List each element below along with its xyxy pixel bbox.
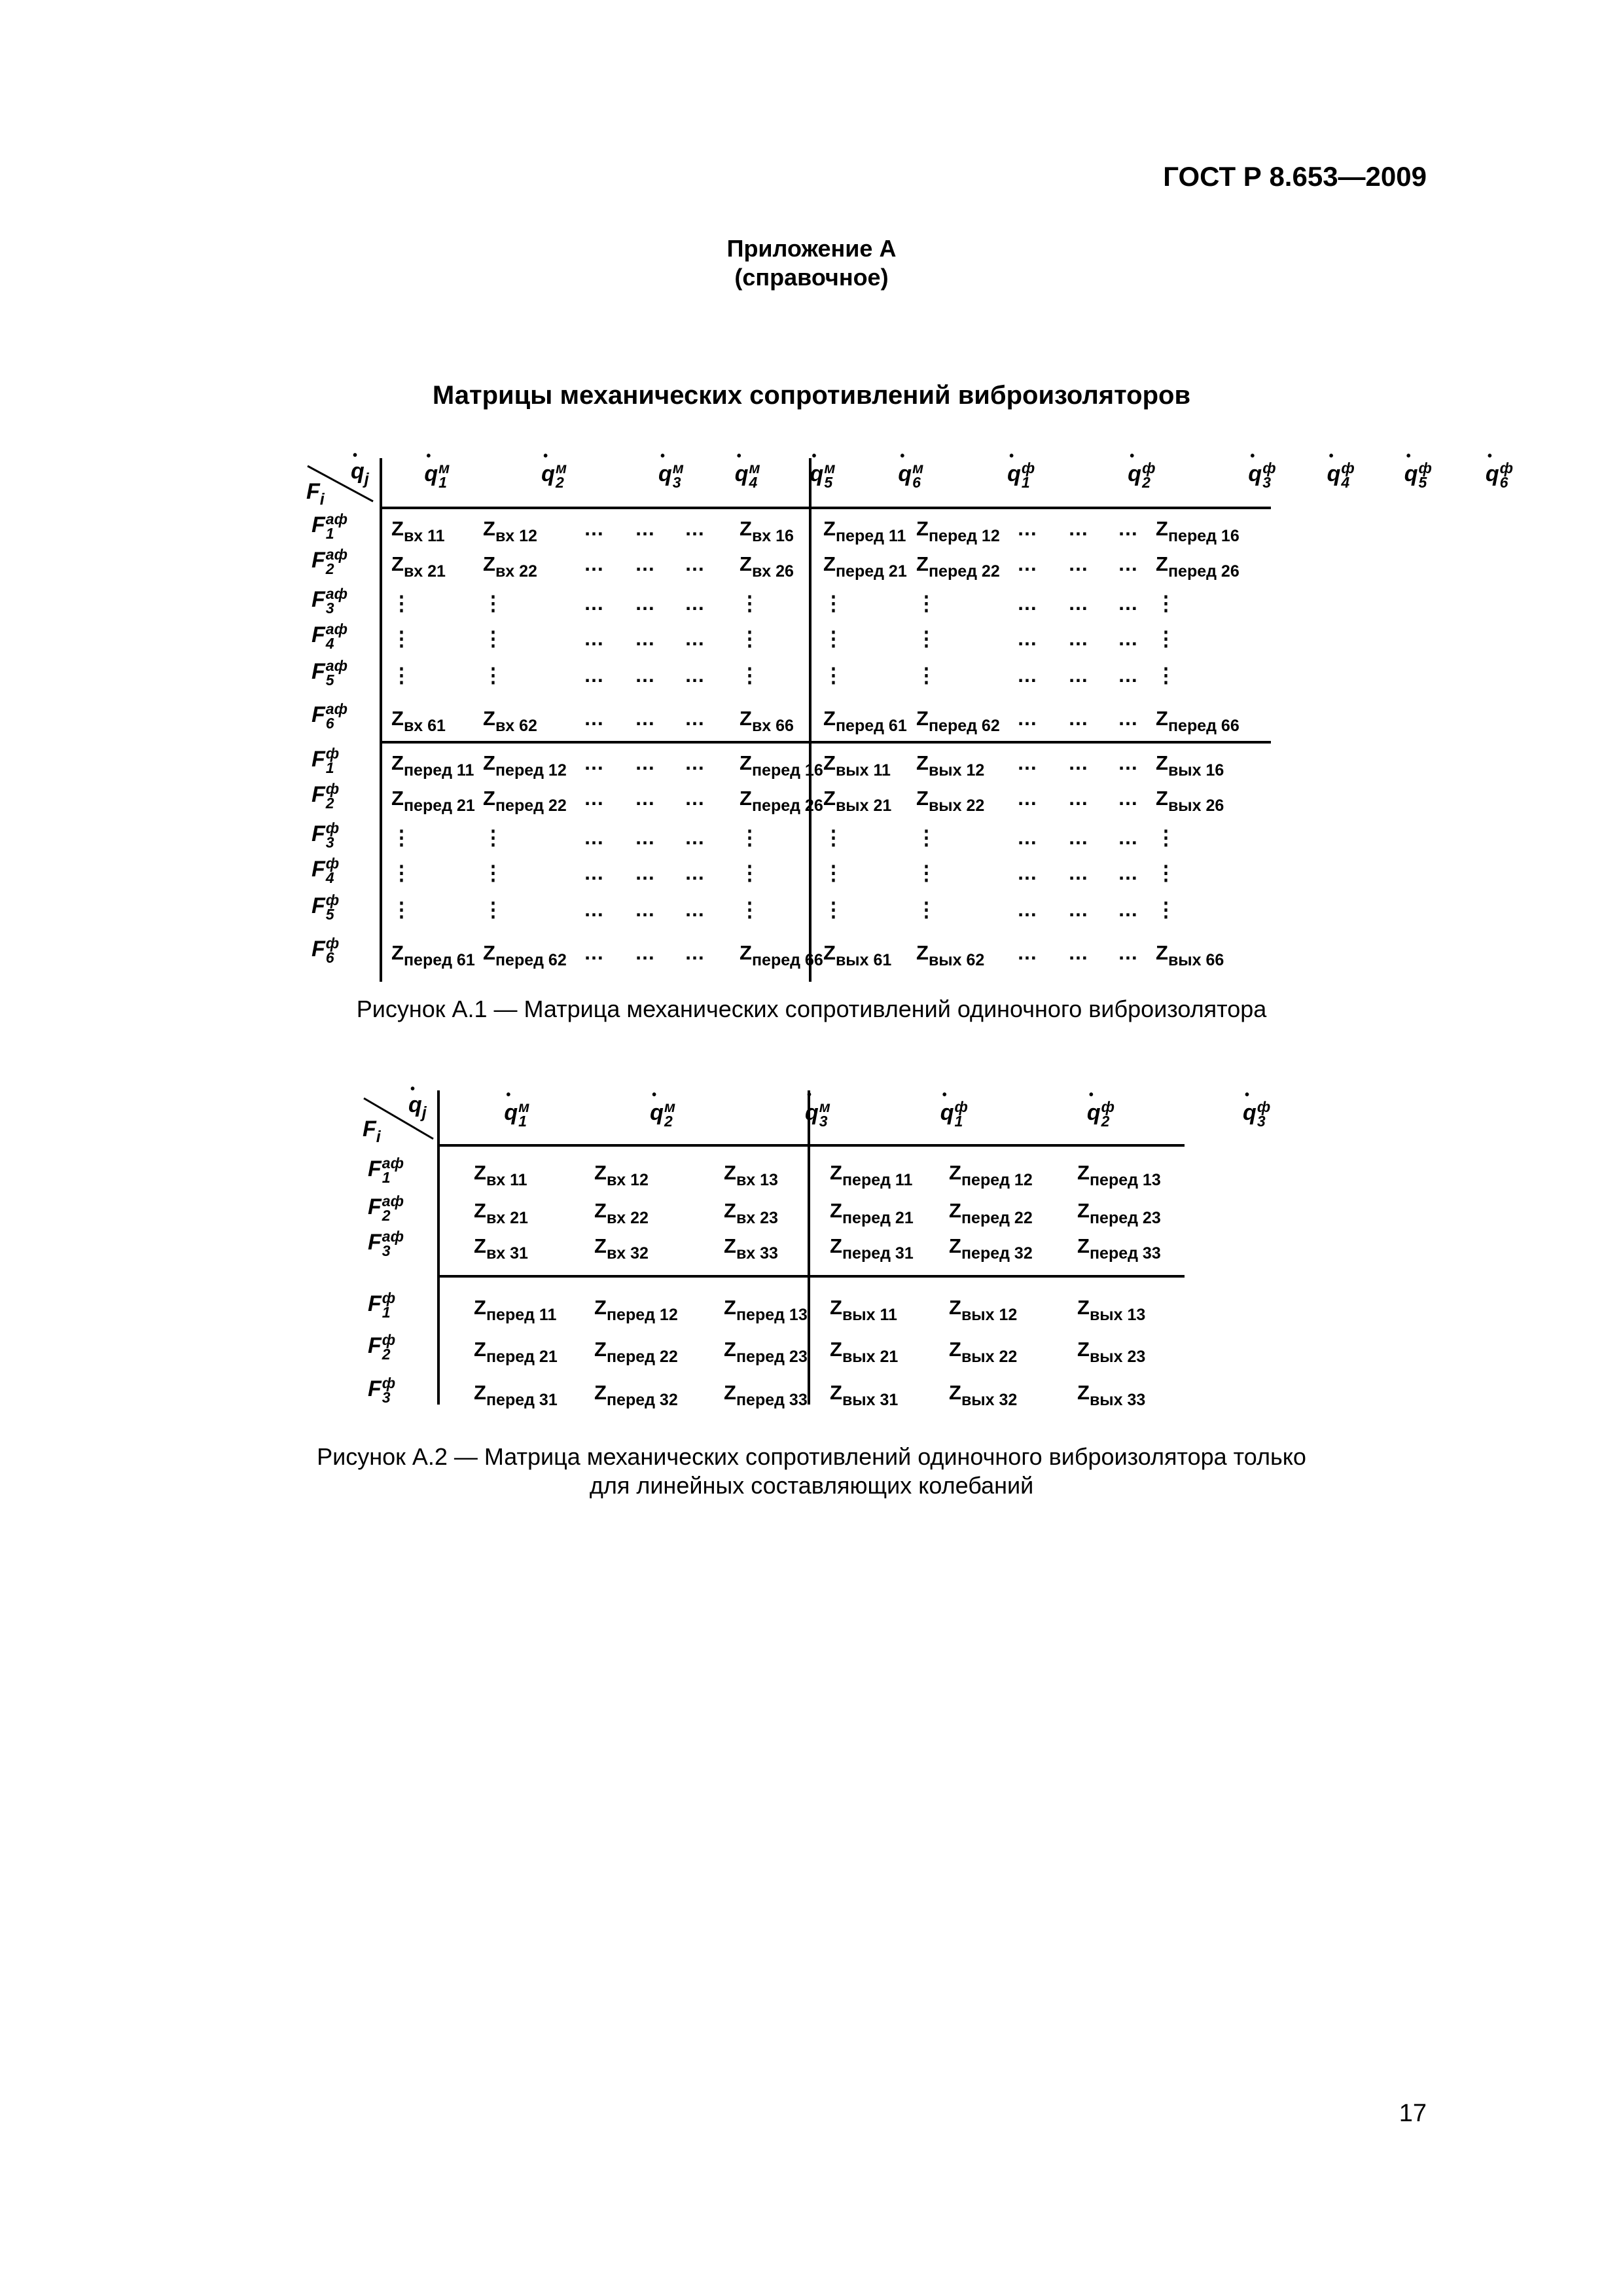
impedance-entry: $Z_{перед 21}$ [823,552,907,581]
ellipsis-cell: … [1068,517,1088,540]
appendix-type: (справочное) [734,264,889,291]
block-divider-vertical [809,458,812,982]
vertical-ellipsis-cell: ⋮ [1156,826,1176,849]
header-rule [380,507,1271,509]
ellipsis-cell: … [1068,898,1088,921]
ellipsis-cell: … [1017,751,1037,774]
row-label: F аф 3 [368,1228,404,1259]
impedance-entry: $Z_{перед 23}$ [724,1338,808,1366]
ellipsis-cell: … [1068,552,1088,575]
impedance-entry: $Z_{перед 62}$ [483,941,567,969]
impedance-entry: $Z_{перед 21}$ [830,1199,914,1227]
vertical-ellipsis-cell: ⋮ [740,592,760,615]
ellipsis-cell: … [1017,627,1037,650]
impedance-entry: $Z_{вх 11}$ [474,1161,527,1189]
vertical-ellipsis-cell: ⋮ [916,664,936,687]
impedance-entry: $Z_{перед 12}$ [949,1161,1033,1189]
figure-a2-caption-line1: Рисунок А.2 — Матрица механических сопротивлений одиночного виброизолятора только [317,1443,1306,1470]
standard-code: ГОСТ Р 8.653—2009 [1163,161,1427,192]
ellipsis-cell: … [685,707,705,730]
appendix-heading [0,234,1623,292]
impedance-entry: $Z_{вх 16}$ [740,517,794,545]
vertical-ellipsis-cell: ⋮ [823,592,844,615]
vertical-ellipsis-cell: ⋮ [740,861,760,884]
impedance-entry: $Z_{перед 61}$ [823,707,907,735]
corner-row-symbol: $F_i$ [306,479,325,509]
column-header: • q ф 6 [1486,461,1513,490]
ellipsis-cell: … [685,517,705,540]
impedance-entry: $Z_{перед 32}$ [594,1381,678,1409]
impedance-entry: $Z_{вх 13}$ [724,1161,778,1189]
ellipsis-cell: … [1017,826,1037,849]
vertical-ellipsis-cell: ⋮ [483,898,503,921]
ellipsis-cell: … [1068,664,1088,687]
ellipsis-cell: … [635,941,655,964]
row-label: F ф 6 [312,935,340,966]
ellipsis-cell: … [685,941,705,964]
impedance-entry: $Z_{вх 66}$ [740,707,794,735]
ellipsis-cell: … [685,787,705,810]
impedance-entry: $Z_{перед 21}$ [391,787,475,815]
ellipsis-cell: … [685,627,705,650]
impedance-entry: $Z_{вх 23}$ [724,1199,778,1227]
ellipsis-cell: … [1017,707,1037,730]
ellipsis-cell: … [685,751,705,774]
row-label: F ф 3 [368,1374,396,1406]
impedance-entry: $Z_{перед 26}$ [740,787,823,815]
vertical-ellipsis-cell: ⋮ [483,664,503,687]
column-header: • q ф 3 [1243,1100,1270,1128]
vertical-ellipsis-cell: ⋮ [1156,664,1176,687]
section-title: Матрицы механических сопротивлений виброизоляторов [432,381,1191,410]
impedance-entry: $Z_{вых 13}$ [1077,1296,1146,1324]
impedance-entry: $Z_{вых 22}$ [916,787,985,815]
ellipsis-cell: … [1118,787,1138,810]
vertical-ellipsis-cell: ⋮ [483,592,503,615]
ellipsis-cell: … [685,826,705,849]
column-header: • q м 6 [898,461,923,490]
vertical-ellipsis-cell: ⋮ [740,664,760,687]
impedance-entry: $Z_{перед 16}$ [740,751,823,780]
ellipsis-cell: … [635,898,655,921]
ellipsis-cell: … [1118,552,1138,575]
impedance-entry: $Z_{перед 22}$ [483,787,567,815]
impedance-entry: $Z_{перед 11}$ [830,1161,913,1189]
ellipsis-cell: … [1118,898,1138,921]
block-divider-horizontal [380,741,1271,744]
impedance-entry: $Z_{перед 11}$ [474,1296,557,1324]
ellipsis-cell: … [584,552,604,575]
column-header: • q м 2 [541,461,567,490]
impedance-entry: $Z_{вых 61}$ [823,941,892,969]
vertical-ellipsis-cell: ⋮ [740,898,760,921]
ellipsis-cell: … [1118,861,1138,884]
ellipsis-cell: … [685,592,705,615]
ellipsis-cell: … [635,592,655,615]
ellipsis-cell: … [1118,826,1138,849]
ellipsis-cell: … [635,826,655,849]
impedance-entry: $Z_{перед 62}$ [916,707,1000,735]
ellipsis-cell: … [1017,787,1037,810]
ellipsis-cell: … [1017,552,1037,575]
impedance-entry: $Z_{вх 33}$ [724,1234,778,1263]
impedance-entry: $Z_{перед 61}$ [391,941,475,969]
impedance-entry: $Z_{вх 11}$ [391,517,445,545]
ellipsis-cell: … [584,592,604,615]
vertical-ellipsis-cell: ⋮ [483,627,503,650]
impedance-entry: $Z_{вых 12}$ [949,1296,1018,1324]
figure-a2-caption-line2: для линейных составляющих колебаний [589,1472,1034,1499]
ellipsis-cell: … [1017,664,1037,687]
column-header: • q м 3 [658,461,684,490]
impedance-entry: $Z_{перед 12}$ [916,517,1000,545]
impedance-entry: $Z_{вых 16}$ [1156,751,1224,780]
vertical-ellipsis-cell: ⋮ [1156,898,1176,921]
impedance-entry: $Z_{вх 21}$ [391,552,446,581]
appendix-label: Приложение А [726,235,897,262]
ellipsis-cell: … [635,664,655,687]
ellipsis-cell: … [1017,861,1037,884]
vertical-ellipsis-cell: ⋮ [1156,861,1176,884]
ellipsis-cell: … [635,861,655,884]
block-divider-horizontal [437,1275,1185,1278]
ellipsis-cell: … [1068,627,1088,650]
impedance-entry: $Z_{вых 11}$ [823,751,891,780]
ellipsis-cell: … [584,787,604,810]
impedance-entry: $Z_{перед 31}$ [830,1234,914,1263]
matrix-a2 [359,1090,1271,1409]
impedance-entry: $Z_{перед 33}$ [724,1381,808,1409]
impedance-entry: $Z_{перед 21}$ [474,1338,558,1366]
ellipsis-cell: … [635,552,655,575]
ellipsis-cell: … [1017,517,1037,540]
ellipsis-cell: … [1118,627,1138,650]
vertical-ellipsis-cell: ⋮ [483,826,503,849]
impedance-entry: $Z_{перед 11}$ [391,751,474,780]
row-label: F аф 4 [312,620,348,652]
label-divider [380,458,382,982]
impedance-entry: $Z_{вх 12}$ [594,1161,649,1189]
ellipsis-cell: … [685,898,705,921]
label-divider [437,1090,440,1405]
impedance-entry: $Z_{вых 23}$ [1077,1338,1146,1366]
column-header: • q м 4 [735,461,760,490]
corner-col-symbol: • $q_j$ [408,1094,427,1121]
impedance-entry: $Z_{вых 62}$ [916,941,985,969]
ellipsis-cell: … [584,664,604,687]
column-header: • q ф 4 [1327,461,1355,490]
ellipsis-cell: … [1017,941,1037,964]
ellipsis-cell: … [1017,898,1037,921]
ellipsis-cell: … [635,627,655,650]
column-header: • q ф 2 [1087,1100,1115,1128]
row-label: F ф 1 [368,1289,396,1321]
impedance-entry: $Z_{перед 22}$ [594,1338,678,1366]
matrix-a1 [302,458,1513,982]
vertical-ellipsis-cell: ⋮ [823,627,844,650]
row-label: F ф 5 [312,891,340,923]
ellipsis-cell: … [584,826,604,849]
ellipsis-cell: … [1118,664,1138,687]
vertical-ellipsis-cell: ⋮ [740,627,760,650]
ellipsis-cell: … [1068,751,1088,774]
corner-row-symbol: $F_i$ [363,1117,381,1146]
impedance-entry: $Z_{перед 31}$ [474,1381,558,1409]
row-label: F аф 3 [312,585,348,617]
ellipsis-cell: … [685,664,705,687]
column-header: • q ф 3 [1248,461,1275,490]
impedance-entry: $Z_{перед 22}$ [916,552,1000,581]
ellipsis-cell: … [1118,517,1138,540]
column-header: • q м 3 [805,1100,830,1128]
vertical-ellipsis-cell: ⋮ [916,861,936,884]
column-header: • q м 5 [810,461,836,490]
impedance-entry: $Z_{перед 13}$ [724,1296,808,1324]
ellipsis-cell: … [1068,941,1088,964]
vertical-ellipsis-cell: ⋮ [391,627,412,650]
impedance-entry: $Z_{вх 62}$ [483,707,537,735]
ellipsis-cell: … [635,751,655,774]
figure-a2-caption [0,1443,1623,1500]
ellipsis-cell: … [1118,751,1138,774]
vertical-ellipsis-cell: ⋮ [391,592,412,615]
impedance-entry: $Z_{вх 26}$ [740,552,794,581]
vertical-ellipsis-cell: ⋮ [391,861,412,884]
row-label: F аф 1 [368,1155,404,1186]
ellipsis-cell: … [1068,592,1088,615]
vertical-ellipsis-cell: ⋮ [483,861,503,884]
impedance-entry: $Z_{вх 32}$ [594,1234,649,1263]
vertical-ellipsis-cell: ⋮ [916,592,936,615]
impedance-entry: $Z_{вх 21}$ [474,1199,528,1227]
impedance-entry: $Z_{перед 23}$ [1077,1199,1161,1227]
impedance-entry: $Z_{вых 32}$ [949,1381,1018,1409]
ellipsis-cell: … [1068,861,1088,884]
impedance-entry: $Z_{вх 61}$ [391,707,446,735]
vertical-ellipsis-cell: ⋮ [1156,627,1176,650]
row-label: F ф 1 [312,745,340,776]
impedance-entry: $Z_{перед 12}$ [594,1296,678,1324]
impedance-entry: $Z_{перед 66}$ [1156,707,1240,735]
row-label: F аф 2 [312,546,348,577]
vertical-ellipsis-cell: ⋮ [391,664,412,687]
ellipsis-cell: … [635,517,655,540]
column-header: • q ф 1 [1007,461,1035,490]
impedance-entry: $Z_{перед 11}$ [823,517,906,545]
vertical-ellipsis-cell: ⋮ [916,826,936,849]
ellipsis-cell: … [584,627,604,650]
impedance-entry: $Z_{перед 16}$ [1156,517,1240,545]
vertical-ellipsis-cell: ⋮ [823,826,844,849]
impedance-entry: $Z_{перед 66}$ [740,941,823,969]
page-number: 17 [1399,2100,1427,2127]
impedance-entry: $Z_{перед 12}$ [483,751,567,780]
column-header: • q м 2 [650,1100,675,1128]
vertical-ellipsis-cell: ⋮ [823,664,844,687]
impedance-entry: $Z_{вых 22}$ [949,1338,1018,1366]
ellipsis-cell: … [584,861,604,884]
impedance-entry: $Z_{вых 21}$ [830,1338,899,1366]
vertical-ellipsis-cell: ⋮ [1156,592,1176,615]
impedance-entry: $Z_{вх 22}$ [594,1199,649,1227]
ellipsis-cell: … [1068,826,1088,849]
impedance-entry: $Z_{вх 12}$ [483,517,537,545]
column-header: • q ф 2 [1128,461,1155,490]
vertical-ellipsis-cell: ⋮ [916,898,936,921]
ellipsis-cell: … [584,751,604,774]
row-label: F аф 5 [312,657,348,689]
row-label: F ф 2 [312,780,340,812]
impedance-entry: $Z_{вх 31}$ [474,1234,528,1263]
vertical-ellipsis-cell: ⋮ [823,861,844,884]
impedance-entry: $Z_{вых 33}$ [1077,1381,1146,1409]
impedance-entry: $Z_{перед 33}$ [1077,1234,1161,1263]
ellipsis-cell: … [584,941,604,964]
column-header: • q ф 1 [940,1100,968,1128]
impedance-entry: $Z_{перед 32}$ [949,1234,1033,1263]
vertical-ellipsis-cell: ⋮ [391,898,412,921]
ellipsis-cell: … [635,707,655,730]
impedance-entry: $Z_{перед 22}$ [949,1199,1033,1227]
ellipsis-cell: … [584,707,604,730]
impedance-entry: $Z_{вх 22}$ [483,552,537,581]
row-label: F ф 2 [368,1331,396,1363]
impedance-entry: $Z_{перед 26}$ [1156,552,1240,581]
block-divider-vertical [808,1090,810,1405]
ellipsis-cell: … [685,552,705,575]
ellipsis-cell: … [584,898,604,921]
impedance-entry: $Z_{вых 66}$ [1156,941,1224,969]
impedance-entry: $Z_{вых 11}$ [830,1296,897,1324]
ellipsis-cell: … [1068,707,1088,730]
impedance-entry: $Z_{вых 21}$ [823,787,892,815]
ellipsis-cell: … [1118,941,1138,964]
ellipsis-cell: … [584,517,604,540]
column-header: • q м 1 [504,1100,529,1128]
vertical-ellipsis-cell: ⋮ [916,627,936,650]
row-label: F ф 3 [312,819,340,851]
ellipsis-cell: … [685,861,705,884]
ellipsis-cell: … [1017,592,1037,615]
ellipsis-cell: … [635,787,655,810]
header-rule [437,1144,1185,1147]
impedance-entry: $Z_{вых 26}$ [1156,787,1224,815]
row-label: F аф 6 [312,700,348,732]
vertical-ellipsis-cell: ⋮ [823,898,844,921]
row-label: F аф 2 [368,1193,404,1224]
vertical-ellipsis-cell: ⋮ [740,826,760,849]
impedance-entry: $Z_{вых 31}$ [830,1381,899,1409]
column-header: • q ф 5 [1404,461,1432,490]
impedance-entry: $Z_{вых 12}$ [916,751,985,780]
row-label: F ф 4 [312,855,340,886]
ellipsis-cell: … [1118,592,1138,615]
column-header: • q м 1 [424,461,450,490]
ellipsis-cell: … [1118,707,1138,730]
row-label: F аф 1 [312,511,348,542]
ellipsis-cell: … [1068,787,1088,810]
figure-a1-caption: Рисунок А.1 — Матрица механических сопротивлений одиночного виброизолятора [356,996,1267,1022]
vertical-ellipsis-cell: ⋮ [391,826,412,849]
impedance-entry: $Z_{перед 13}$ [1077,1161,1161,1189]
corner-col-symbol: • $q_j$ [351,460,369,488]
